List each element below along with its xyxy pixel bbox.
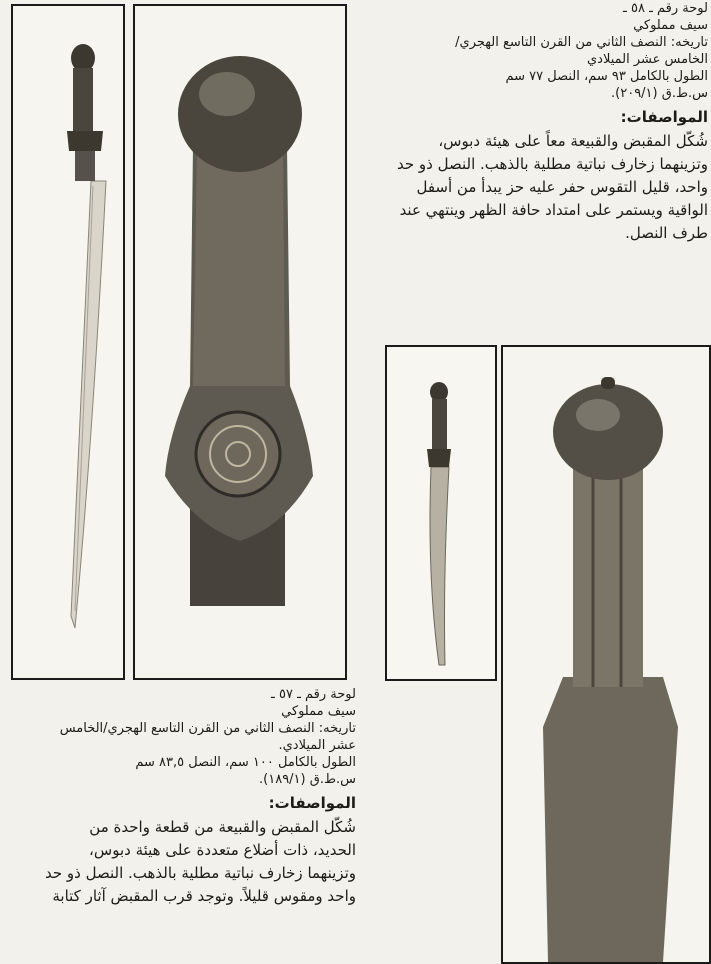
caption-plate-57 [0,686,356,908]
spec-line: وتزينهما زخارف نباتية مطلية بالذهب. النصل ذو حد [45,864,356,882]
object-title: سيف مملوكي [281,704,356,719]
hilt-closeup-image [503,347,709,962]
spec-heading: المواصفات: [268,794,356,812]
spec-line: الواقية ويستمر على امتداد حافة الظهر وينتهي عند [399,201,708,219]
spec-paragraph [352,130,708,245]
reference-line: س.ط.ق (٢٠٩/١). [611,86,708,101]
photo-full-sword-plate-57 [385,345,497,681]
photo-full-sword-plate-58 [11,4,125,680]
date-line: عشر الميلادي. [278,738,356,753]
length-line: الطول بالكامل ٩٣ سم، النصل ٧٧ سم [505,69,708,84]
sword-full-image [13,6,123,678]
object-title: سيف مملوكي [633,18,708,33]
date-line: تاريخه: النصف الثاني من القرن التاسع الهجري/الخامس [59,721,356,736]
spec-line: واحد، قليل التقوس حفر عليه حز يبدأ من أسفل [416,178,708,196]
spec-line: طرف النصل. [625,224,708,242]
spec-line: وتزينهما زخارف نباتية مطلية بالذهب. النصل ذو حد [397,155,708,173]
length-line: الطول بالكامل ١٠٠ سم، النصل ٨٣,٥ سم [135,755,356,770]
spec-paragraph [0,816,356,908]
reference-line: س.ط.ق (١٨٩/١). [259,772,356,787]
hilt-closeup-image [135,6,345,678]
date-line: تاريخه: النصف الثاني من القرن التاسع الهجري/ [455,35,708,50]
photo-hilt-closeup-plate-57 [501,345,711,964]
spec-line: شُكّل المقبض والقبيعة من قطعة واحدة من [89,818,356,836]
spec-line: واحد ومقوس قليلاً. وتوجد قرب المقبض آثار كتابة [52,887,356,905]
plate-number: لوحة رقم ـ ٥٨ ـ [623,1,708,16]
spec-line: الحديد، ذات أضلاع متعددة على هيئة دبوس، [89,841,356,859]
date-line: الخامس عشر الميلادي [587,52,708,67]
spec-line: شُكّل المقبض والقبيعة معاً على هيئة دبوس، [438,132,708,150]
spec-heading: المواصفات: [620,108,708,126]
plate-number: لوحة رقم ـ ٥٧ ـ [271,687,356,702]
photo-hilt-closeup-plate-58 [133,4,347,680]
sword-full-image [387,347,495,679]
caption-plate-58 [352,0,708,245]
